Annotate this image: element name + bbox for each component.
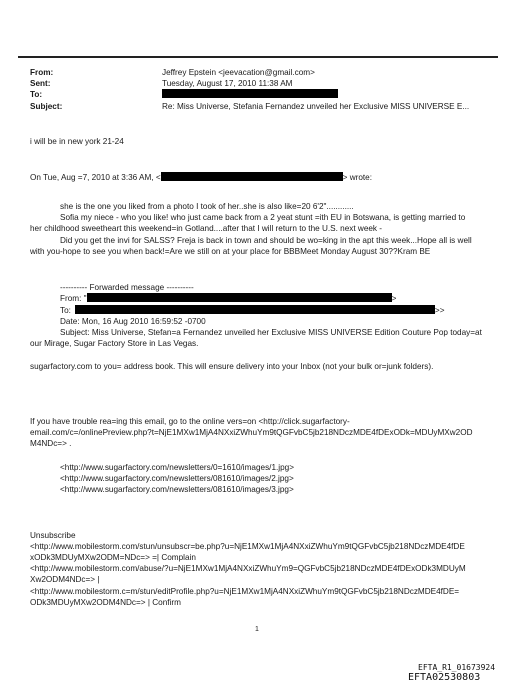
sent-value: Tuesday, August 17, 2010 11:38 AM (162, 79, 293, 88)
unsubscribe-title: Unsubscribe (30, 531, 76, 540)
trouble-line-c: M4NDc=> . (30, 439, 72, 448)
para-1: she is the one you liked from a photo I took of her..she is also like=20 6'2"............ (60, 202, 354, 211)
forward-to-redaction (75, 305, 435, 314)
sender-redaction (161, 172, 343, 181)
para-3a: Did you get the invi for SALSS? Freja is back in town and should be wo=king in the apt this week...Hope all is well (60, 236, 472, 245)
forward-from-redaction (87, 293, 392, 302)
newsletter-link-1: <http://www.sugarfactory.com/newsletters/0=1610/images/1.jpg> (60, 463, 294, 472)
header-divider (18, 56, 498, 58)
unsubscribe-line-1: <http://www.mobilestorm.com/stun/unsubscr=be.php?u=NjE1MXw1MjA4NXxiZWhuYm9tQGFvbC5jb218NDczMDE4fDE (30, 542, 465, 551)
page-number: 1 (255, 626, 259, 633)
forward-from-label: From: " (60, 294, 87, 303)
from-value: Jeffrey Epstein <jeevacation@gmail.com> (162, 68, 315, 77)
para-3b: with you-hope to see you when back!=Are we still on at your place for BBBMeet Monday August 30??Kram BE (30, 247, 431, 256)
newsletter-link-2: <http://www.sugarfactory.com/newsletters/081610/images/2.jpg> (60, 474, 294, 483)
subject-label: Subject: (30, 102, 63, 111)
trouble-line-a: If you have trouble rea=ing this email, go to the online vers=on <http://click.sugarfactory- (30, 417, 350, 426)
bates-number-2: EFTA02530803 (408, 672, 481, 683)
trouble-line-b: email.com/c=/onlinePreview.php?t=NjE1MXw1MjA4NXxiZWhuYm9tQGFvbC5jb218NDczMDE4fDExODk=MDUyMXw2OD (30, 428, 473, 437)
para-2a: Sofia my niece - who you like! who just came back from a 2 yeat stunt =ith EU in Botswana, is getting married to (60, 213, 466, 222)
to-redaction (162, 89, 338, 100)
quote-intro-wrote: > wrote: (342, 173, 372, 182)
bates-number-1: EFTA_R1_01673924 (418, 663, 496, 672)
unsubscribe-line-2: xODk3MDUyMXw2ODM=NDc=> =| Complain (30, 553, 196, 562)
quote-intro (30, 172, 372, 183)
forward-subject-a: Subject: Miss Universe, Stefan=a Fernandez unveiled her Exclusive MISS UNIVERSE Edition Couture Pop today=at (60, 328, 482, 337)
newsletter-link-3: <http://www.sugarfactory.com/newsletters/081610/images/3.jpg> (60, 485, 294, 494)
forward-header: ---------- Forwarded message ---------- (60, 283, 194, 292)
forward-from (60, 293, 396, 304)
quote-intro-text: On Tue, Aug =7, 2010 at 3:36 AM, < (30, 173, 161, 182)
forward-from-end: > (391, 294, 397, 303)
forward-subject-b: our Mirage, Sugar Factory Store in Las Vegas. (30, 339, 199, 348)
address-book-line: sugarfactory.com to you= address book. This will ensure delivery into your Inbox (not your bulk or=junk folders). (30, 362, 434, 371)
forward-to (60, 305, 445, 316)
subject-value: Re: Miss Universe, Stefania Fernandez unveiled her Exclusive MISS UNIVERSE E... (162, 102, 470, 111)
forward-to-end: >> (434, 306, 445, 315)
forward-date: Date: Mon, 16 Aug 2010 16:59:52 -0700 (60, 317, 206, 326)
unsubscribe-line-3: <http://www.mobilestorm.com/abuse/?u=NjE1MXw1MjA4NXxiZWhuYm9=QGFvbC5jb218NDczMDE4fDExODk3MDUyM (30, 564, 466, 573)
sent-label: Sent: (30, 79, 51, 88)
unsubscribe-line-4: Xw2ODM4NDc=> | (30, 575, 100, 584)
unsubscribe-line-5: <http://www.mobilestorm.c=m/stun/editProfile.php?u=NjE1MXw1MjA4NXxiZWhuYm9tQGFvbC5jb218NDczMDE4fDE= (30, 587, 460, 596)
unsubscribe-line-6: ODk3MDUyMXw2ODM4NDc=> | Confirm (30, 598, 181, 607)
para-2b: her childhood sweetheart this weekend=in Gotland....after that I will return to the U.S. next week - (30, 224, 383, 233)
body-line-1: i will be in new york 21-24 (30, 137, 124, 146)
from-label: From: (30, 68, 54, 77)
forward-to-label: To: (60, 306, 71, 315)
to-label: To: (30, 90, 43, 99)
